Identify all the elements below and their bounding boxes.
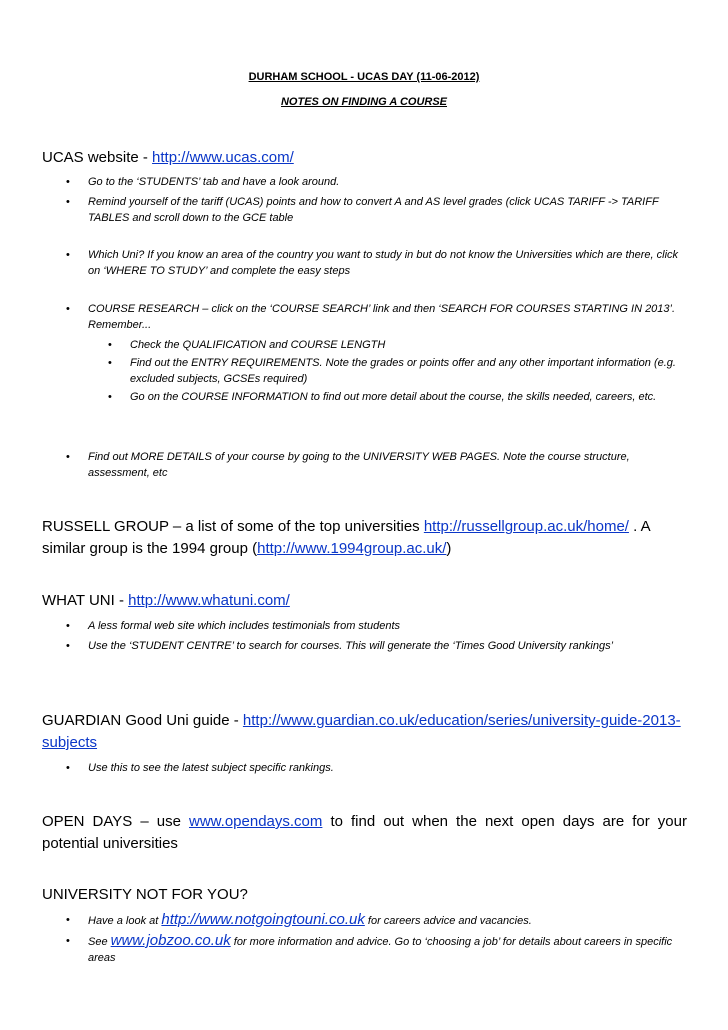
bullet-icon: • xyxy=(66,935,70,947)
ucas-heading-text: UCAS website - xyxy=(42,149,153,166)
bullet-icon: • xyxy=(66,176,70,188)
list-subitem: • Check the QUALIFICATION and COURSE LENGTH xyxy=(108,339,386,351)
ucas-list-course-research xyxy=(0,301,686,409)
russell-group-link[interactable]: http://russellgroup.ac.uk/home/ xyxy=(423,518,629,535)
bullet-icon: • xyxy=(66,762,70,774)
document-subtitle: NOTES ON FINDING A COURSE xyxy=(280,96,448,108)
list-subitem: • Go on the COURSE INFORMATION to find out more detail about the course, the skills needed, careers, etc. xyxy=(108,391,657,403)
jobzoo-link[interactable]: www.jobzoo.co.uk xyxy=(110,932,231,949)
russell-group-paragraph: RUSSELL GROUP – a list of some of the top universities http://russellgroup.ac.uk/home/ . A similar group is the 1994 group (http://www.1994group.ac.uk/) xyxy=(42,518,650,557)
list-item: • Which Uni? If you know an area of the country you want to study in but do not know the Universities which are there, click on ‘WHERE TO STUDY’ and complete the easy steps xyxy=(66,249,679,277)
bullet-icon: • xyxy=(66,249,70,261)
ucas-list xyxy=(0,174,686,230)
bullet-icon: • xyxy=(66,196,70,208)
list-item: • A less formal web site which includes testimonials from students xyxy=(66,620,400,632)
bullet-icon: • xyxy=(108,357,112,369)
bullet-icon: • xyxy=(108,339,112,351)
list-item: • Find out MORE DETAILS of your course by going to the UNIVERSITY WEB PAGES. Note the course structure, assessment, etc xyxy=(66,451,630,479)
ucas-heading xyxy=(42,147,687,169)
list-item: • Go to the ‘STUDENTS’ tab and have a look around. xyxy=(66,176,340,188)
guardian-list xyxy=(0,760,686,780)
guardian-link[interactable]: http://www.guardian.co.uk/education/series/university-guide-2013-subjects xyxy=(42,712,681,751)
list-item: • Use the ‘STUDENT CENTRE’ to search for courses. This will generate the ‘Times Good University rankings’ xyxy=(66,640,614,652)
whatuni-link[interactable]: http://www.whatuni.com/ xyxy=(128,592,290,609)
document-title: DURHAM SCHOOL - UCAS DAY (11-06-2012) xyxy=(248,71,480,83)
bullet-icon: • xyxy=(66,303,70,315)
open-days-paragraph: OPEN DAYS – use www.opendays.com to find out when the next open days are for your potential universities xyxy=(42,813,687,852)
whatuni-list xyxy=(0,618,686,658)
ucas-list-more-details xyxy=(0,449,686,485)
not-for-you-list xyxy=(0,912,686,970)
ucas-list-which-uni xyxy=(0,247,686,283)
list-item: • Have a look at http://www.notgoingtouni.co.uk for careers advice and vacancies. xyxy=(66,911,532,928)
bullet-icon: • xyxy=(66,914,70,926)
notgoingtouni-link[interactable]: http://www.notgoingtouni.co.uk xyxy=(161,911,365,928)
whatuni-heading: WHAT UNI - http://www.whatuni.com/ xyxy=(42,592,290,609)
guardian-heading: GUARDIAN Good Uni guide - http://www.guardian.co.uk/education/series/university-guide-2013-subjects xyxy=(42,712,681,751)
bullet-icon: • xyxy=(66,640,70,652)
bullet-icon: • xyxy=(108,391,112,403)
bullet-icon: • xyxy=(66,451,70,463)
list-item: • See www.jobzoo.co.uk for more information and advice. Go to ‘choosing a job’ for details about careers in specific areas xyxy=(66,932,673,964)
bullet-icon: • xyxy=(66,620,70,632)
list-item: • Remind yourself of the tariff (UCAS) points and how to convert A and AS level grades (click UCAS TARIFF -> TARIFF TABLES and scroll down to the GCE table xyxy=(66,196,659,224)
list-subitem: • Find out the ENTRY REQUIREMENTS. Note the grades or points offer and any other important information (e.g. excluded subjects, GCSEs required) xyxy=(108,357,676,385)
ucas-link[interactable]: http://www.ucas.com/ xyxy=(152,149,294,166)
group-1994-link[interactable]: http://www.1994group.ac.uk/ xyxy=(257,540,447,557)
list-item: • Use this to see the latest subject specific rankings. xyxy=(66,762,334,774)
not-for-you-heading: UNIVERSITY NOT FOR YOU? xyxy=(42,886,248,903)
opendays-link[interactable]: www.opendays.com xyxy=(188,813,323,830)
list-item: • COURSE RESEARCH – click on the ‘COURSE SEARCH’ link and then ‘SEARCH FOR COURSES STARTING IN 2013’. Remember... xyxy=(66,303,676,331)
